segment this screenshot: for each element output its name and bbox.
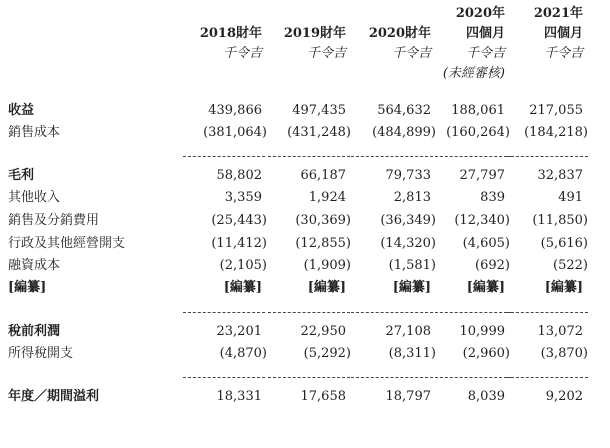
cell-value: [編纂] — [544, 280, 583, 295]
column-header-unit: 千令吉 — [465, 46, 505, 61]
cell-value: (11,850) — [532, 213, 588, 228]
column-header-unit: 千令吉 — [391, 46, 431, 61]
column-header-year: 2020年 — [455, 6, 505, 21]
cell-value: (12,340) — [454, 213, 510, 228]
row-label: 其他收入 — [8, 190, 61, 205]
cell-value: 564,632 — [377, 103, 431, 118]
cell-value: 58,802 — [216, 168, 262, 183]
subtotal-divider — [183, 156, 265, 157]
cell-value: 9,202 — [545, 389, 583, 404]
cell-value: 79,733 — [385, 168, 431, 183]
subtotal-divider — [506, 312, 588, 313]
subtotal-divider — [506, 156, 588, 157]
column-header-year: 2021年 — [533, 6, 583, 21]
subtotal-divider — [430, 377, 512, 378]
column-header-year: 2020財年 — [368, 26, 431, 41]
subtotal-divider — [268, 377, 350, 378]
cell-value: (2,105) — [219, 258, 267, 273]
cell-value: (25,443) — [211, 213, 267, 228]
cell-value: 66,187 — [300, 168, 346, 183]
row-label: 銷售及分銷費用 — [8, 213, 100, 228]
cell-value: 217,055 — [529, 103, 583, 118]
cell-value: 27,108 — [385, 324, 431, 339]
cell-value: (381,064) — [203, 125, 267, 140]
cell-value: 23,201 — [216, 324, 262, 339]
cell-value: 32,837 — [537, 168, 583, 183]
cell-value: (8,311) — [388, 346, 436, 361]
cell-value: (2,960) — [462, 346, 510, 361]
column-header-period: 四個月 — [465, 26, 505, 41]
column-header-period: 四個月 — [543, 26, 583, 41]
cell-value: (1,909) — [303, 258, 351, 273]
subtotal-divider — [351, 312, 433, 313]
row-label: [編纂] — [8, 280, 47, 295]
cell-value: (3,870) — [540, 346, 588, 361]
row-label: 所得稅開支 — [8, 346, 74, 361]
row-label: 行政及其他經營開支 — [8, 236, 126, 251]
cell-value: 18,331 — [216, 389, 262, 404]
subtotal-divider — [183, 312, 265, 313]
cell-value: 491 — [558, 190, 583, 205]
cell-value: (36,349) — [380, 213, 436, 228]
row-label: 年度／期間溢利 — [8, 389, 100, 404]
cell-value: 439,866 — [208, 103, 262, 118]
cell-value: 497,435 — [292, 103, 346, 118]
cell-value: [編纂] — [307, 280, 346, 295]
subtotal-divider — [183, 377, 265, 378]
column-header-unit: 千令吉 — [543, 46, 583, 61]
column-header — [463, 4, 583, 64]
cell-value: (160,264) — [446, 125, 510, 140]
cell-value: (184,218) — [524, 125, 588, 140]
cell-value: (12,855) — [295, 236, 351, 251]
subtotal-divider — [506, 377, 588, 378]
row-label: 稅前利潤 — [8, 324, 61, 339]
row-label: 毛利 — [8, 168, 35, 183]
cell-value: [編纂] — [392, 280, 431, 295]
cell-value: (692) — [475, 258, 510, 273]
column-header-unit: 千令吉 — [222, 46, 262, 61]
row-label: 融資成本 — [8, 258, 61, 273]
cell-value: (14,320) — [380, 236, 436, 251]
cell-value: (522) — [553, 258, 588, 273]
cell-value: (5,292) — [303, 346, 351, 361]
cell-value: (11,412) — [211, 236, 267, 251]
cell-value: [編纂] — [223, 280, 262, 295]
cell-value: (1,581) — [388, 258, 436, 273]
cell-value: (484,899) — [372, 125, 436, 140]
subtotal-divider — [430, 156, 512, 157]
column-header-unit: 千令吉 — [306, 46, 346, 61]
subtotal-divider — [351, 156, 433, 157]
cell-value: (4,870) — [219, 346, 267, 361]
cell-value: 10,999 — [459, 324, 505, 339]
cell-value: 2,813 — [393, 190, 431, 205]
subtotal-divider — [268, 312, 350, 313]
column-header-note: (未經審核) — [442, 66, 505, 81]
subtotal-divider — [430, 312, 512, 313]
cell-value: (431,248) — [287, 125, 351, 140]
cell-value: 3,359 — [224, 190, 262, 205]
row-label: 收益 — [8, 103, 35, 118]
column-header-year: 2019財年 — [283, 26, 346, 41]
cell-value: 1,924 — [308, 190, 346, 205]
cell-value: (30,369) — [295, 213, 351, 228]
cell-value: [編纂] — [466, 280, 505, 295]
cell-value: (5,616) — [540, 236, 588, 251]
cell-value: (4,605) — [462, 236, 510, 251]
column-header-year: 2018財年 — [199, 26, 262, 41]
cell-value: 17,658 — [300, 389, 346, 404]
cell-value: 188,061 — [451, 103, 505, 118]
cell-value: 13,072 — [537, 324, 583, 339]
subtotal-divider — [351, 377, 433, 378]
cell-value: 8,039 — [467, 389, 505, 404]
row-label: 銷售成本 — [8, 125, 61, 140]
cell-value: 22,950 — [300, 324, 346, 339]
cell-value: 839 — [480, 190, 505, 205]
cell-value: 18,797 — [385, 389, 431, 404]
cell-value: 27,797 — [459, 168, 505, 183]
subtotal-divider — [268, 156, 350, 157]
